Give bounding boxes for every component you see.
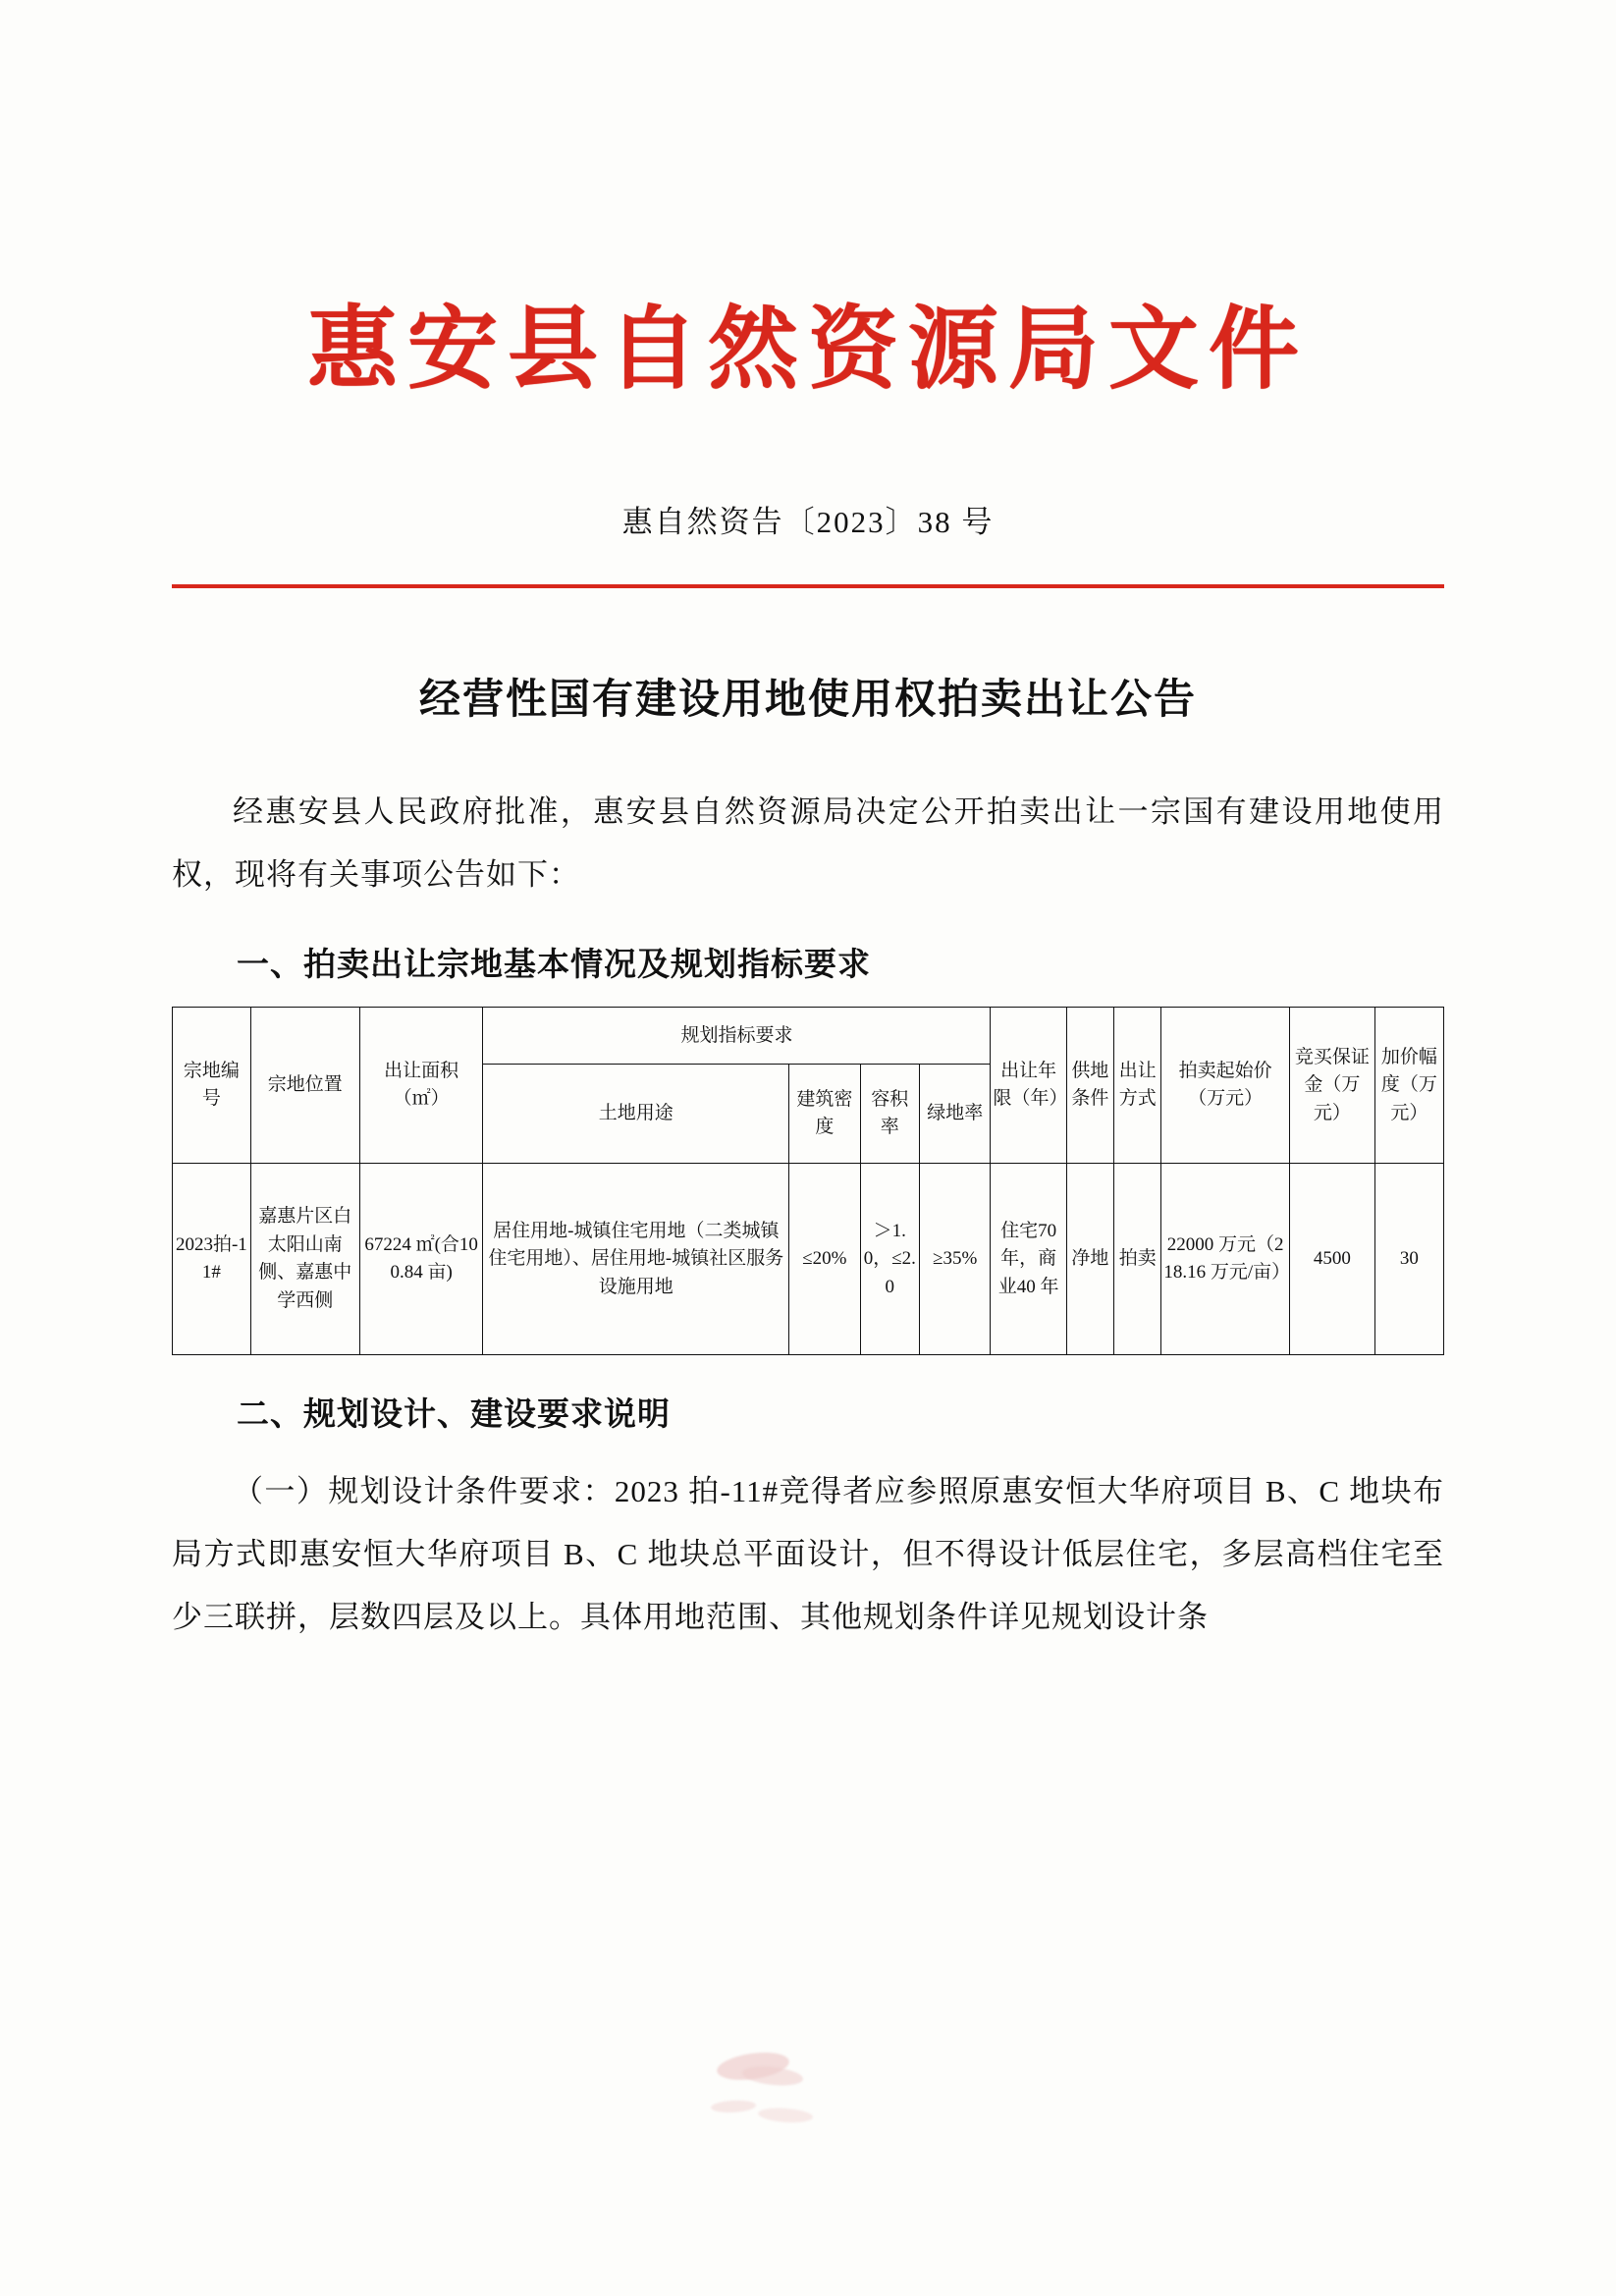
document-content — [0, 295, 1616, 1648]
cell-deposit: 4500 — [1289, 1164, 1374, 1355]
th-transfer-area: 出让面积（㎡） — [359, 1008, 483, 1164]
th-green-ratio: 绿地率 — [919, 1065, 990, 1164]
section-two-body: （一）规划设计条件要求：2023 拍-11#竞得者应参照原惠安恒大华府项目 B、C 地块布局方式即惠安恒大华府项目 B、C 地块总平面设计，但不得设计低层住宅，多层高档住宅至少三联拼，层数四层及以上。具体用地范围、其他规划条件详见规划设计条 — [172, 1474, 1444, 1634]
document-number: 惠自然资告〔2023〕38 号 — [621, 505, 995, 540]
cell-term: 住宅70年，商业40 年 — [991, 1164, 1066, 1355]
cell-parcel-location: 嘉惠片区白太阳山南侧、嘉惠中学西侧 — [250, 1164, 359, 1355]
parcel-table — [172, 1007, 1444, 1355]
intro-paragraph: 经惠安县人民政府批准，惠安县自然资源局决定公开拍卖出让一宗国有建设用地使用权，现将有关事项公告如下： — [172, 794, 1444, 892]
th-land-use: 土地用途 — [483, 1065, 789, 1164]
cell-land-supply-condition: 净地 — [1066, 1164, 1113, 1355]
cell-green-ratio: ≥35% — [919, 1164, 990, 1355]
th-plot-ratio: 容积率 — [860, 1065, 919, 1164]
section-two-heading: 二、规划设计、建设要求说明 — [237, 1397, 671, 1434]
th-parcel-location: 宗地位置 — [250, 1008, 359, 1164]
cell-transfer-method: 拍卖 — [1114, 1164, 1161, 1355]
cell-parcel-no: 2023拍-11# — [173, 1164, 251, 1355]
cell-building-density: ≤20% — [789, 1164, 860, 1355]
table-header-row-1 — [173, 1008, 1444, 1065]
cell-plot-ratio: ＞1.0，≤2.0 — [860, 1164, 919, 1355]
th-transfer-method: 出让方式 — [1114, 1008, 1161, 1164]
document-title: 经营性国有建设用地使用权拍卖出让公告 — [418, 678, 1197, 724]
ink-smudge — [707, 2048, 835, 2141]
th-term: 出让年限（年） — [991, 1008, 1066, 1164]
cell-start-price: 22000 万元（218.16 万元/亩） — [1161, 1164, 1289, 1355]
th-deposit: 竞买保证金（万元） — [1289, 1008, 1374, 1164]
cell-increment: 30 — [1374, 1164, 1443, 1355]
red-divider — [172, 584, 1444, 588]
cell-land-use: 居住用地-城镇住宅用地（二类城镇住宅用地）、居住用地-城镇社区服务设施用地 — [483, 1164, 789, 1355]
th-planning-group: 规划指标要求 — [483, 1008, 991, 1065]
th-increment: 加价幅度（万元） — [1374, 1008, 1443, 1164]
th-land-supply-condition: 供地条件 — [1066, 1008, 1113, 1164]
cell-transfer-area: 67224 ㎡(合100.84 亩) — [359, 1164, 483, 1355]
th-start-price: 拍卖起始价（万元） — [1161, 1008, 1289, 1164]
th-building-density: 建筑密度 — [789, 1065, 860, 1164]
document-masthead: 惠安县自然资源局文件 — [306, 296, 1309, 402]
section-one-heading: 一、拍卖出让宗地基本情况及规划指标要求 — [237, 948, 871, 984]
table-row — [173, 1164, 1444, 1355]
th-parcel-no: 宗地编号 — [173, 1008, 251, 1164]
